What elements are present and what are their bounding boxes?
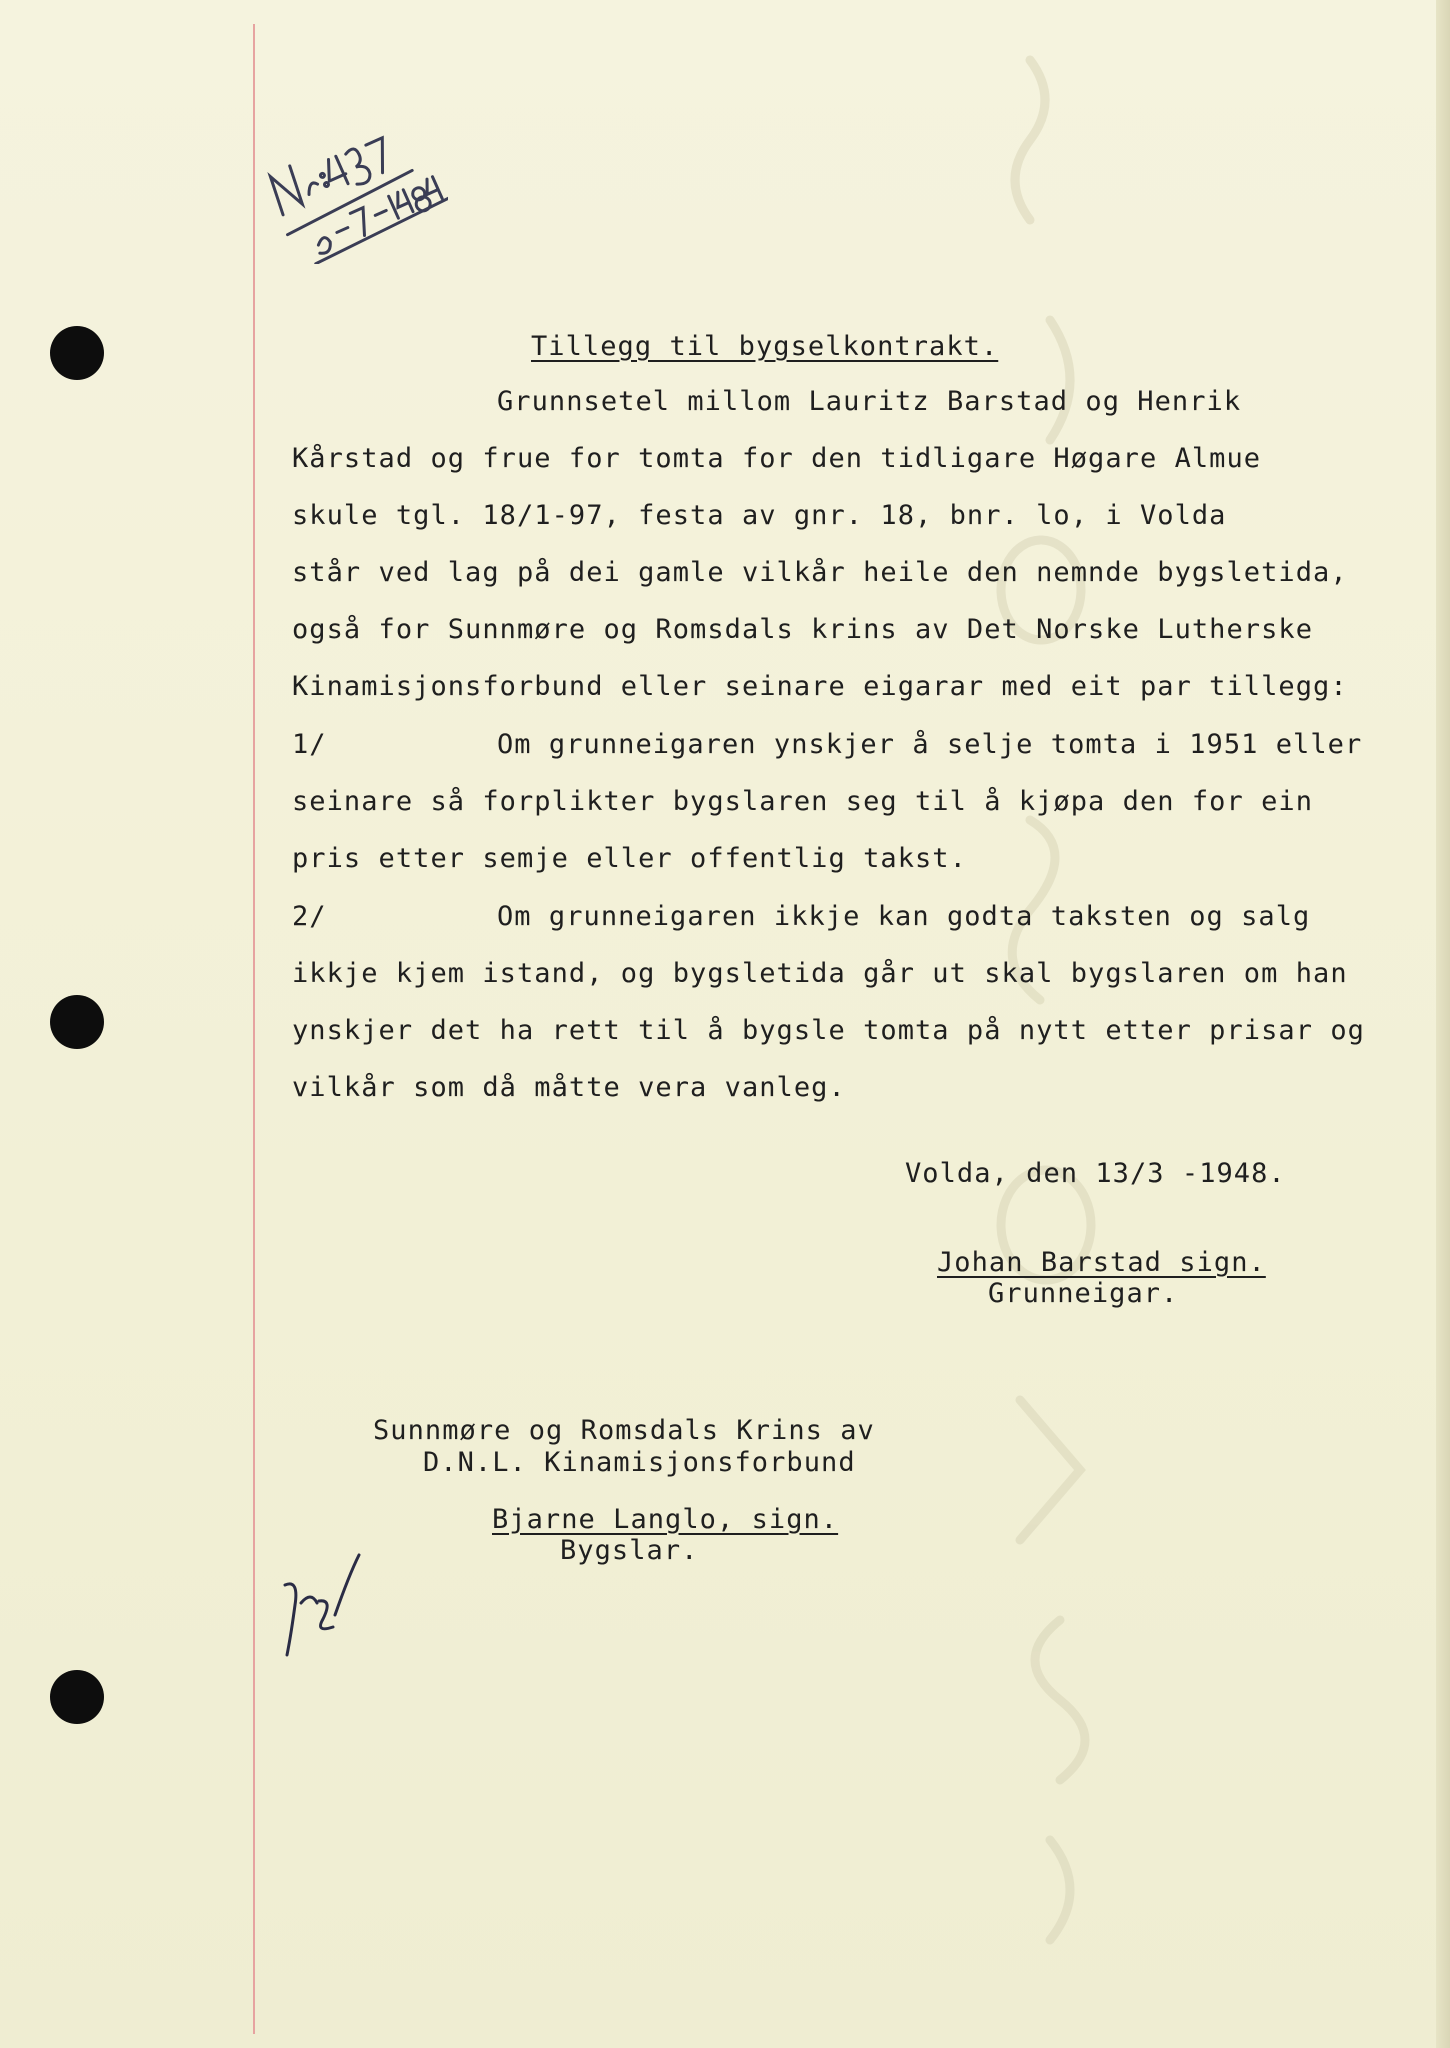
clause-line: Om grunneigaren ikkje kan godta taksten og salg xyxy=(497,901,1311,932)
body-line: Kinamisjonsforbund eller seinare eigarar med eit par tillegg: xyxy=(292,671,1348,702)
clause-line: ikkje kjem istand, og bygsletida går ut skal bygslaren om han xyxy=(292,958,1348,989)
clause-line: pris etter semje eller offentlig takst. xyxy=(292,843,967,874)
clause-number: 2/ xyxy=(292,901,327,932)
organisation-line: D.N.L. Kinamisjonsforbund xyxy=(423,1447,856,1478)
margin-rule xyxy=(253,24,255,2034)
body-line: Kårstad og frue for tomta for den tidligare Høgare Almue xyxy=(292,443,1262,474)
signature-name: Johan Barstad sign. xyxy=(937,1247,1266,1278)
signature-role: Grunneigar. xyxy=(988,1278,1179,1309)
body-line: står ved lag på dei gamle vilkår heile den nemnde bygsletida, xyxy=(292,557,1348,588)
document-title: Tillegg til bygselkontrakt. xyxy=(531,331,999,362)
body-line: Grunnsetel millom Lauritz Barstad og Henrik xyxy=(497,386,1242,417)
punch-hole xyxy=(50,995,104,1049)
punch-hole xyxy=(50,1670,104,1724)
signature-name: Bjarne Langlo, sign. xyxy=(492,1504,839,1535)
clause-number: 1/ xyxy=(292,729,327,760)
body-line: også for Sunnmøre og Romsdals krins av Det Norske Lutherske xyxy=(292,614,1314,645)
page-edge xyxy=(1436,0,1450,2048)
clause-line: seinare så forplikter bygslaren seg til å kjøpa den for ein xyxy=(292,786,1314,817)
clause-line: ynskjer det ha rett til å bygsle tomta på nytt etter prisar og xyxy=(292,1015,1365,1046)
punch-hole xyxy=(50,326,104,380)
clause-line: Om grunneigaren ynskjer å selje tomta i 1951 eller xyxy=(497,729,1363,760)
clause-line: vilkår som då måtte vera vanleg. xyxy=(292,1072,846,1103)
body-line: skule tgl. 18/1-97, festa av gnr. 18, bnr. lo, i Volda xyxy=(292,500,1227,531)
place-date: Volda, den 13/3 -1948. xyxy=(905,1158,1286,1189)
signature-role: Bygslar. xyxy=(560,1535,699,1566)
handwritten-initials xyxy=(275,1545,375,1665)
organisation-line: Sunnmøre og Romsdals Krins av xyxy=(373,1415,875,1446)
handwritten-registration-note xyxy=(248,64,448,264)
